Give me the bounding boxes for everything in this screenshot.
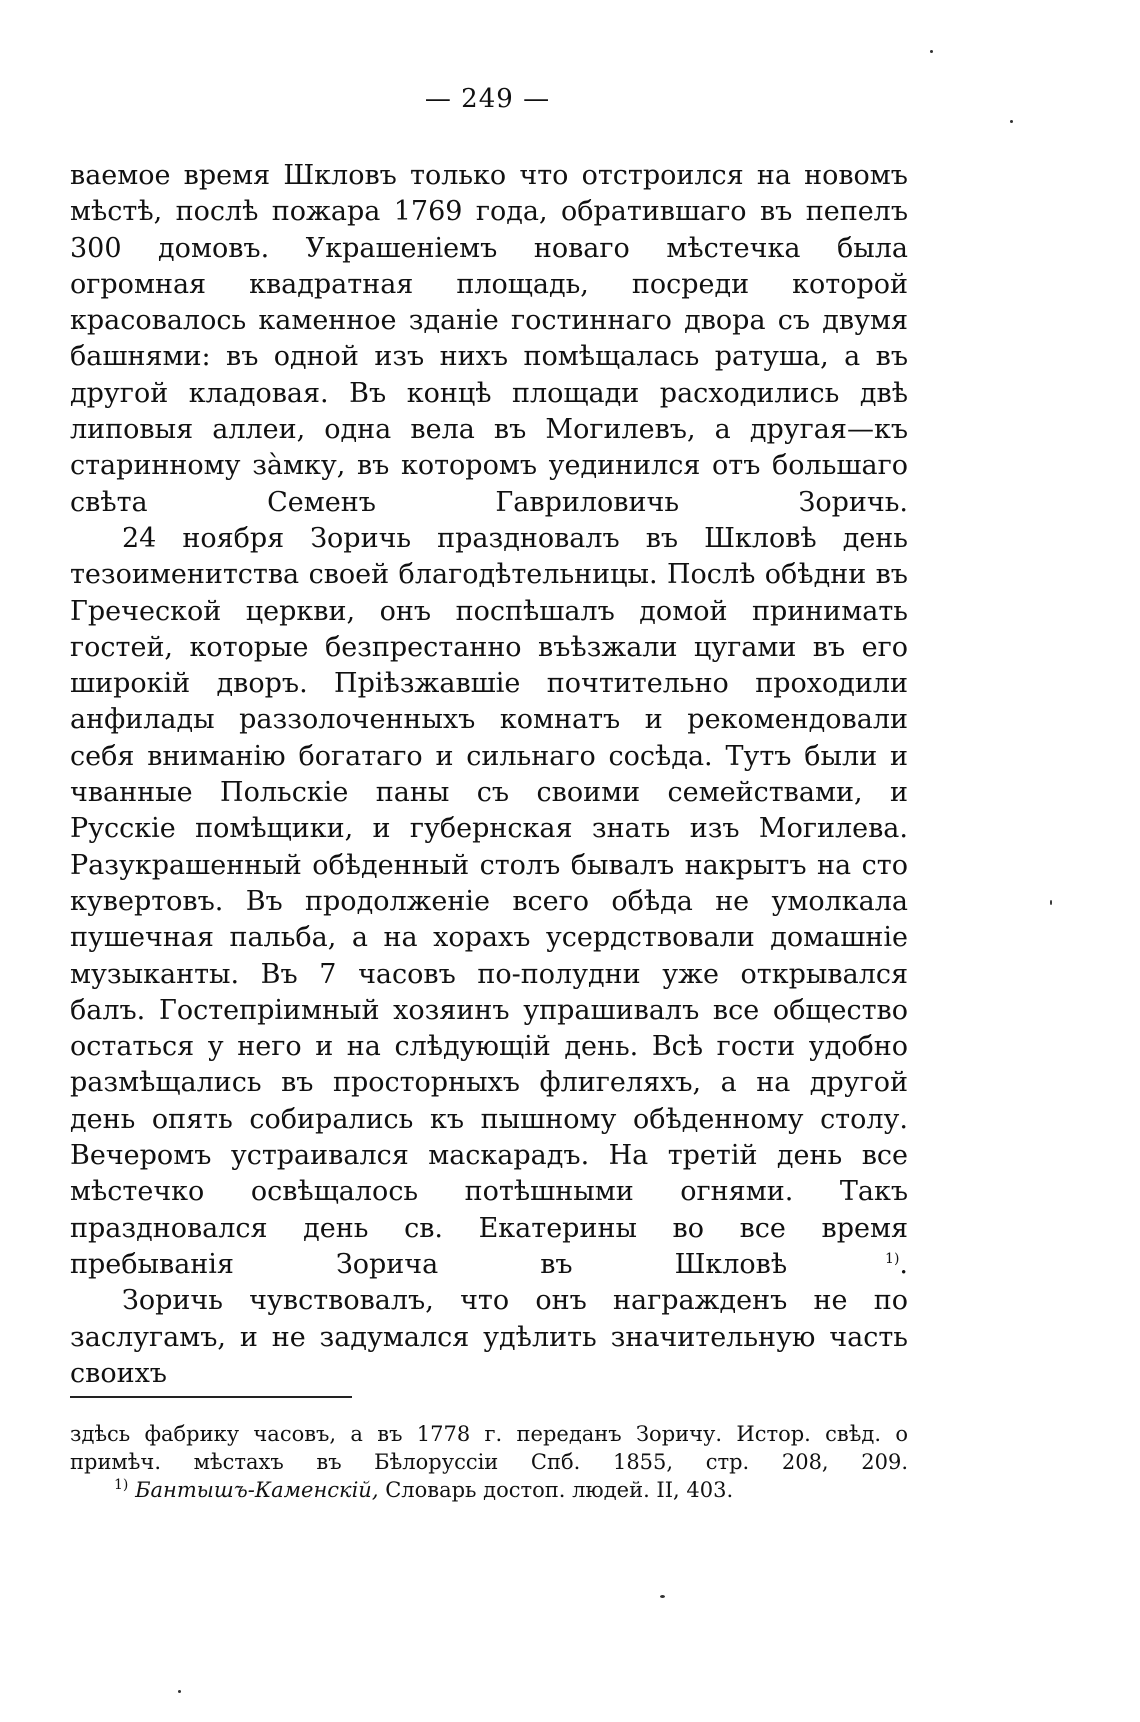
footnotes <box>70 1420 908 1504</box>
paragraph-2-text: 24 ноября Зоричь праздновалъ въ Шкловѣ день тезоименитства своей благодѣтельницы. Послѣ обѣдни въ Греческой церкви, онъ поспѣшалъ домой принимать гостей, которые безпрестанно въѣзжали цугами въ его широкій дворъ. Пріѣзжавшіе почтительно проходили анфилады раззолоченныхъ комнатъ и рекомендовали себя вниманію богатаго и сильнаго сосѣда. Тутъ были и чванные Польскіе паны съ своими семействами, и Русскіе помѣщики, и губернская знать изъ Могилева. Разукрашенный обѣденный столъ бывалъ накрытъ на сто кувертовъ. Въ продолженіе всего обѣда не умолкала пушечная пальба, а на хорахъ усердствовали домашніе музыканты. Въ 7 часовъ по-полудни уже открывался балъ. Гостепріимный хозяинъ упрашивалъ все общество остаться у него и на слѣдующій день. Всѣ гости удобно размѣщались въ просторныхъ флигеляхъ, а на другой день опять собирались къ пышному обѣденному столу. Вечеромъ устраивался маскарадъ. На третій день все мѣстечко освѣщалось потѣшными огнями. Такъ праздновался день св. Екатерины во все время пребыванія Зорича въ Шкловѣ <box>70 522 908 1280</box>
paragraph-1: ваемое время Шкловъ только что отстроился на новомъ мѣстѣ, послѣ пожара 1769 года, обратившаго въ пепелъ 300 домовъ. Украшеніемъ новаго мѣстечка была огромная квадратная площадь, посреди которой красовалось каменное зданіе гостиннаго двора съ двумя башнями: въ одной изъ нихъ помѣщалась ратуша, а въ другой кладовая. Въ концѣ площади расходились двѣ липовыя аллеи, одна вела въ Могилевъ, а другая—къ старинному зàмку, въ которомъ уединился отъ большаго свѣта Семенъ Гавриловичь Зоричь. <box>70 160 908 518</box>
footnote-1-text: Словарь достоп. людей. II, 403. <box>385 1478 734 1502</box>
paragraph-2: 24 ноября Зоричь праздновалъ въ Шкловѣ день тезоименитства своей благодѣтельницы. Послѣ обѣдни въ Греческой церкви, онъ поспѣшалъ домой принимать гостей, которые безпрестанно въѣзжали цугами въ его широкій дворъ. Пріѣзжавшіе почтительно проходили анфилады раззолоченныхъ комнатъ и рекомендовали себя вниманію богатаго и сильнаго сосѣда. Тутъ были и чванные Польскіе паны съ своими семействами, и Русскіе помѣщики, и губернская знать изъ Могилева. Разукрашенный обѣденный столъ бывалъ накрытъ на сто кувертовъ. Въ продолженіе всего обѣда не умолкала пушечная пальба, а на хорахъ усердствовали домашніе музыканты. Въ 7 часовъ по-полудни уже открывался балъ. Гостепріимный хозяинъ упрашивалъ все общество остаться у него и на слѣдующій день. Всѣ гости удобно размѣщались въ просторныхъ флигеляхъ, а на другой день опять собирались къ пышному обѣденному столу. Вечеромъ устраивался маскарадъ. На третій день все мѣстечко освѣщалось потѣшными огнями. Такъ праздновался день св. Екатерины во все время пребыванія Зорича въ Шкловѣ $^{1)}$. <box>70 522 908 1280</box>
footnote-1-author: Бантышъ-Каменскій, <box>135 1478 379 1502</box>
scan-speck <box>178 1690 181 1693</box>
scan-speck <box>1010 120 1013 123</box>
page-number: — 249 — <box>424 84 551 114</box>
footnote-continuation: здѣсь фабрику часовъ, а въ 1778 г. переданъ Зоричу. Истор. свѣд. о примѣч. мѣстахъ въ Бѣлоруссіи Спб. 1855, стр. 208, 209. <box>70 1422 908 1474</box>
scan-speck <box>930 50 933 53</box>
paragraph-3: Зоричь чувствовалъ, что онъ награжденъ не по заслугамъ, и не задумался удѣлить значительную часть своихъ <box>70 1285 908 1389</box>
footnote-divider <box>70 1396 352 1398</box>
footnote-1 <box>70 1476 908 1504</box>
footnote-1-mark: 1) <box>114 1477 129 1493</box>
scan-speck <box>660 1595 665 1598</box>
main-text <box>70 158 908 1392</box>
scan-speck <box>1050 900 1052 905</box>
footnote-reference: 1) <box>885 1250 900 1267</box>
